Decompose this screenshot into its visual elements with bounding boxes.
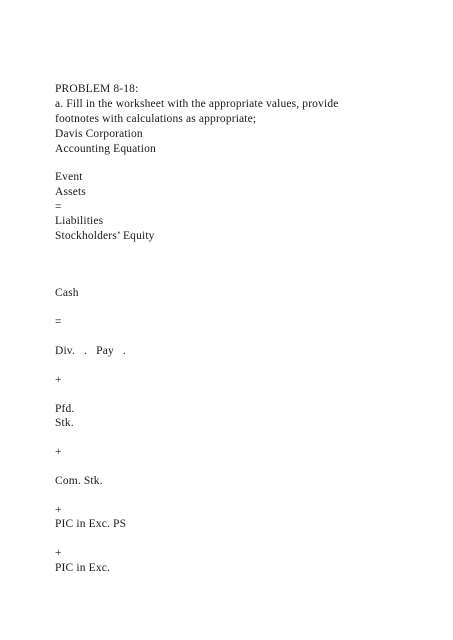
column-preferred-line-2: Stk. [55,417,74,429]
column-plus-2: + [55,446,62,458]
header-event: Event [55,171,83,183]
header-equity: Stockholders’ Equity [55,230,155,242]
column-equals: = [55,316,62,328]
column-pic-preferred: PIC in Exc. PS [55,518,127,530]
column-preferred-line-1: Pfd. [55,403,75,415]
header-assets: Assets [55,186,86,198]
statement-title: Accounting Equation [55,143,156,155]
header-equals: = [55,201,62,213]
instruction-line-1: a. Fill in the worksheet with the appropriate values, provide [55,98,339,110]
instruction-line-2: footnotes with calculations as appropriate; [55,113,257,125]
column-plus-4: + [55,547,62,559]
column-cash: Cash [55,287,79,299]
column-common-stock: Com. Stk. [55,475,103,487]
header-liabilities: Liabilities [55,215,104,227]
column-pic-common: PIC in Exc. [55,562,110,574]
column-plus-3: + [55,504,62,516]
column-dividends-payable: Div. . Pay . [55,345,126,357]
column-plus-1: + [55,374,62,386]
company-name: Davis Corporation [55,128,143,140]
problem-title: PROBLEM 8-18: [55,83,139,95]
